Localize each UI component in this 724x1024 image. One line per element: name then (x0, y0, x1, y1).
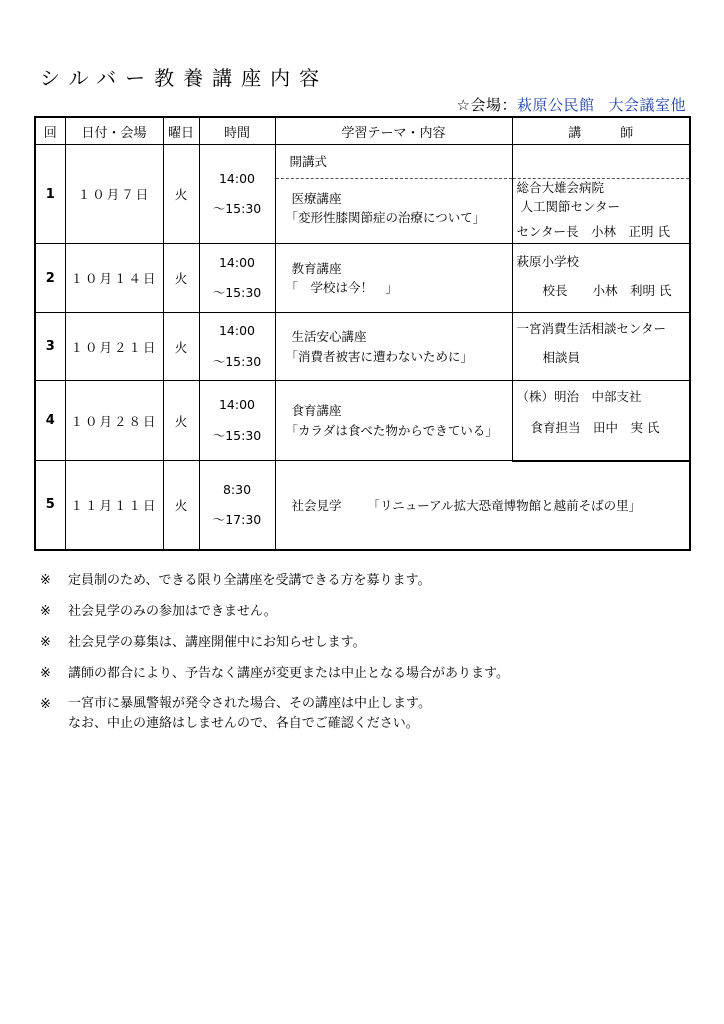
theme-detail: 「リニューアル拡大恐竜博物館と越前そばの里」 (367, 498, 642, 513)
venue-prefix: ☆会場： (456, 96, 517, 114)
row-theme (275, 244, 512, 313)
row-time (199, 145, 275, 244)
note-text: 講師の都合により、予告なく講座が変更または中止となる場合があります。 (68, 666, 509, 682)
note-mark: ※ (40, 666, 51, 682)
note-text: 社会見学の募集は、講座開催中にお知らせします。 (68, 635, 366, 651)
row-theme (275, 381, 512, 461)
table-row (35, 313, 690, 381)
row-lecturer (512, 145, 690, 244)
theme-title: 生活安心講座 (291, 329, 367, 345)
note-item (40, 663, 509, 685)
header-date: 日付・会場 (65, 117, 163, 145)
lecturer-line1: 萩原小学校 (516, 254, 580, 269)
note-mark: ※ (40, 604, 51, 620)
header-weekday: 曜日 (163, 117, 199, 145)
venue-place: 萩原公民館 (516, 96, 595, 114)
header-lecturer: 講 師 (512, 117, 690, 145)
row-weekday: 火 (163, 381, 199, 461)
row-lecturer (512, 244, 690, 313)
row-date: １０月２１日 (65, 313, 163, 381)
row-theme (275, 145, 512, 244)
lecturer-line2: 食育担当 田中 実 氏 (530, 420, 660, 436)
opening-ceremony: 開講式 (276, 145, 512, 179)
note-mark: ※ (40, 573, 51, 588)
theme-detail: 「カラダは食べた物からできている」 (285, 422, 498, 438)
note-text: 一宮市に暴風警報が発令された場合、その講座は中止します。 (68, 696, 431, 712)
schedule-table (34, 116, 691, 551)
time-start: 14:00 (218, 254, 256, 270)
theme-title: 医療講座 (291, 191, 342, 206)
table-row (35, 244, 690, 313)
note-item (40, 601, 509, 623)
note-mark: ※ (40, 635, 51, 651)
row-time (199, 244, 275, 313)
row-theme-excursion (275, 461, 690, 550)
note-item (40, 632, 509, 654)
time-end: ～15:30 (212, 201, 262, 216)
time-end: ～15:30 (212, 285, 262, 300)
table-header-row (35, 117, 690, 145)
time-end: ～15:30 (212, 353, 262, 369)
row-date: １０月２８日 (65, 381, 163, 461)
row-weekday: 火 (163, 313, 199, 381)
theme-title: 社会見学 (291, 498, 342, 513)
note-text: 定員制のため、できる限り全講座を受講できる方を募ります。 (68, 573, 431, 588)
lecturer-line2: 校長 小林 利明 氏 (542, 283, 672, 299)
lecturer-line2: 人工関節センター (520, 198, 621, 214)
theme-title: 食育講座 (291, 403, 342, 419)
time-end: ～17:30 (212, 511, 262, 527)
row-weekday: 火 (163, 244, 199, 313)
row-no: 3 (35, 313, 65, 381)
header-time: 時間 (199, 117, 275, 145)
row-time (199, 381, 275, 461)
row-no: 4 (35, 381, 65, 461)
row-date: １０月７日 (65, 145, 163, 244)
time-start: 14:00 (218, 397, 256, 413)
time-start: 14:00 (218, 323, 256, 339)
lecturer-line2: 相談員 (542, 350, 581, 366)
note-text-block (68, 694, 431, 733)
note-mark: ※ (40, 697, 51, 713)
row-no: 2 (35, 244, 65, 313)
lecturer-line1: （株）明治 中部支社 (516, 389, 642, 404)
row-date: １０月１４日 (65, 244, 163, 313)
row-weekday: 火 (163, 145, 199, 244)
lecturer-line3: センター長 小林 正明 氏 (516, 223, 670, 239)
lecturer-line1: 総合大雄会病院 (516, 180, 605, 195)
theme-detail: 「消費者被害に遭わないために」 (285, 348, 474, 364)
time-end: ～15:30 (212, 427, 262, 443)
note-text-continued: なお、中止の連絡はしませんので、各自でご確認ください。 (68, 715, 419, 731)
theme-detail: 「変形性膝関節症の治療について」 (285, 210, 486, 226)
header-theme: 学習テーマ・内容 (275, 117, 512, 145)
table-row (35, 461, 690, 550)
page-title: シルバー教養講座内容 (40, 66, 329, 90)
theme-detail: 「 学校は今！ 」 (285, 280, 399, 295)
note-item (40, 570, 509, 592)
row-time (199, 313, 275, 381)
row-time (199, 461, 275, 550)
row-theme (275, 313, 512, 381)
venue-line (457, 94, 686, 115)
header-no: 回 (35, 117, 65, 145)
row-date: １１月１１日 (65, 461, 163, 550)
note-item (40, 694, 509, 733)
row-lecturer (512, 381, 690, 461)
time-start: 14:00 (218, 170, 256, 186)
row-lecturer (512, 313, 690, 381)
table-row (35, 145, 690, 244)
time-start: 8:30 (222, 481, 252, 497)
note-text: 社会見学のみの参加はできません。 (68, 604, 277, 620)
notes-section (40, 570, 509, 733)
row-no: 5 (35, 461, 65, 550)
venue-room: 大会議室他 (608, 96, 686, 114)
lecturer-line1: 一宮消費生活相談センター (516, 321, 667, 336)
row-no: 1 (35, 145, 65, 244)
theme-title: 教育講座 (291, 260, 342, 276)
row-weekday: 火 (163, 461, 199, 550)
table-row (35, 381, 690, 461)
